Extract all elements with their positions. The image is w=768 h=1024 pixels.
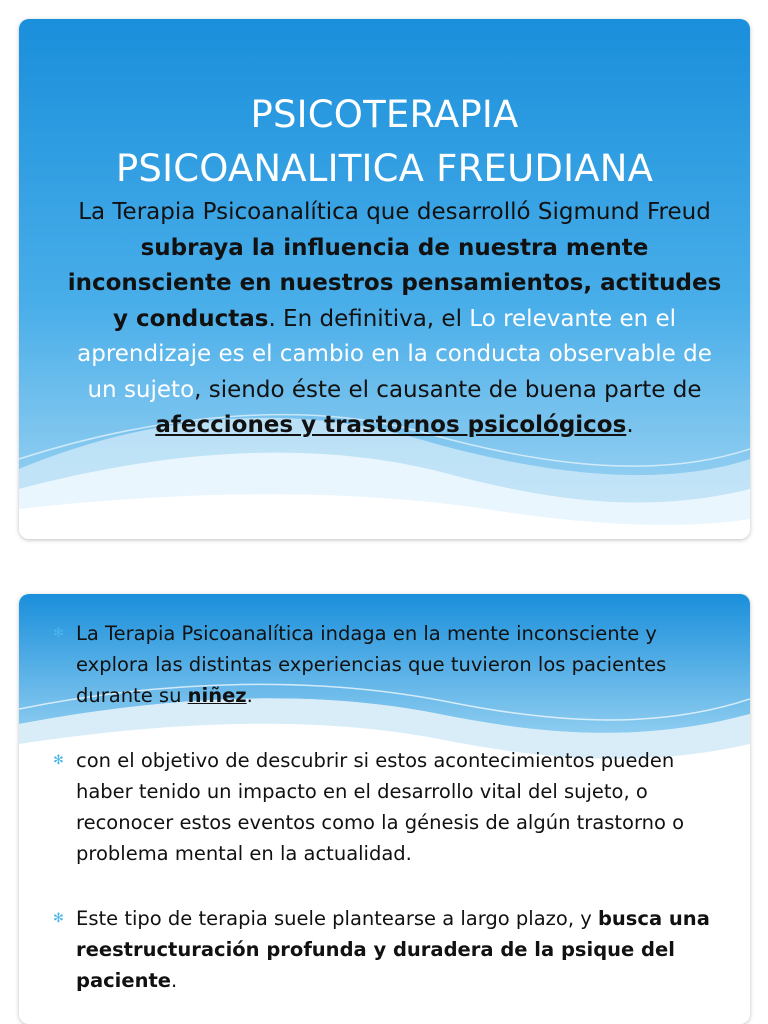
body-text-4: . [626, 412, 634, 438]
bullet-1-underlined-link[interactable]: niñez [187, 684, 247, 707]
body-text-2: . En definitiva, el [268, 305, 470, 332]
body-highlight: Lo relevante en el aprendizaje es el cambio en la conducta observable de un sujeto [77, 305, 712, 403]
slide-2 [19, 594, 750, 1024]
slide-title [19, 88, 750, 196]
bullet-3-end: . [171, 969, 178, 992]
bullet-item-3 [53, 903, 732, 996]
body-underlined-link[interactable]: afecciones y trastornos psicológicos [155, 412, 627, 438]
asterisk-icon: ✻ [53, 626, 64, 641]
bullet-list [53, 618, 732, 1024]
bullet-1-text: La Terapia Psicoanalítica indaga en la mente inconsciente y explora las distintas experiencias que tuvieron los pacientes durante su [76, 622, 667, 707]
title-line-1: PSICOTERAPIA [250, 92, 519, 136]
bullet-1-end: . [246, 684, 253, 707]
bullet-3-bold: busca una reestructuración profunda y duradera de la psique del paciente [76, 907, 710, 992]
body-bold-1: subraya la influencia de nuestra mente inconsciente en nuestros pensamientos, actitudes y conductas [67, 234, 722, 332]
asterisk-icon: ✻ [53, 911, 64, 926]
bullet-3-text: Este tipo de terapia suele plantearse a largo plazo, y [76, 907, 598, 930]
title-line-2: PSICOANALITICA FREUDIANA [115, 146, 654, 190]
asterisk-icon: ✻ [53, 753, 64, 768]
body-text-3: , siendo éste el causante de buena parte de [194, 376, 702, 403]
bullet-item-1 [53, 618, 732, 711]
slide-1 [19, 19, 750, 539]
bullet-item-2 [53, 745, 732, 869]
slide-1-body [59, 195, 730, 444]
body-text-1: La Terapia Psicoanalítica que desarrolló Sigmund Freud [78, 199, 711, 225]
bullet-2-text: con el objetivo de descubrir si estos acontecimientos pueden haber tenido un impacto en el desarrollo vital del sujeto, o reconocer estos eventos como la génesis de algún trastorno o problema mental en la actualidad. [76, 749, 685, 865]
